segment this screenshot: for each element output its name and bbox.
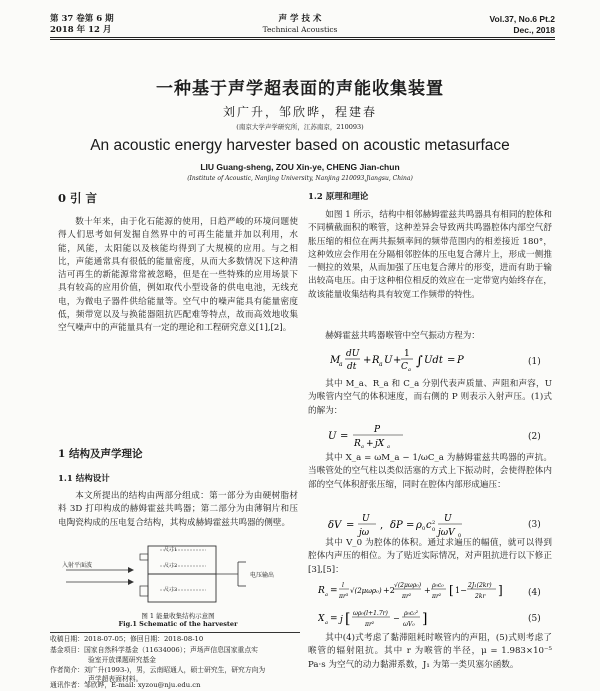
authors-cn: 刘广升，邹欣晔，程建春	[222, 105, 377, 119]
svg-text:0: 0	[458, 533, 462, 539]
svg-text:1−: 1−	[455, 586, 467, 595]
svg-text:2kr: 2kr	[475, 593, 486, 600]
journal-date: 2018 年 12 月	[50, 25, 112, 35]
affiliation-en: (Institute of Acoustic, Nanjing University, Nanjing 210093,Jiangsu, China)	[187, 175, 413, 182]
svg-text:dt: dt	[347, 362, 357, 372]
svg-text:=: =	[406, 520, 415, 531]
svg-text:c: c	[426, 520, 432, 531]
svg-text:2J₁(2kr): 2J₁(2kr)	[468, 582, 492, 589]
equation-2	[328, 422, 488, 450]
equation-3	[328, 510, 508, 540]
svg-text:]: ]	[498, 583, 503, 597]
paper-title-en: An acoustic energy harvester based on acoustic metasurface	[90, 137, 510, 154]
svg-text:πr²: πr²	[402, 593, 412, 600]
equation-1-explanation: 其中 M_a、R_a 和 C_a 分别代表声质量、声阻和声容，U 为喉管内空气的体积速度，而右侧的 P 则表示入射声压。(1)式的解为：	[308, 379, 552, 416]
svg-text:U: U	[444, 514, 452, 524]
svg-text:[: [	[449, 583, 454, 597]
svg-text:0: 0	[432, 527, 436, 533]
svg-text:Udt: Udt	[424, 355, 443, 366]
equation-intro: 赫姆霍兹共鸣器喉管中空气振动方程为：	[325, 331, 480, 341]
svg-text:jω: jω	[359, 528, 370, 538]
svg-text:1: 1	[404, 349, 410, 359]
svg-text:=: =	[330, 614, 338, 624]
intro-paragraph: 数十年来，由于化石能源的使用，日趋严峻的环境问题使得人们思考如何发掘自然界中的可再生能量并加以利用，水能，风能，太阳能以及核能均得到了大规模的应用。与之相比，声能通常具有很低的能量密度，从而大多数情况下这种清洁可再生的新能源常常被忽略，但是在一些特殊的应用场景下具有较高的应用价值，例如取代小型设备的供电电池，无线充电，为微电子器件供给能量等。空气中的噪声能具有能量密度低，频带宽以及与换能器阻抗匹配难等特点，故而高效地收集空气噪声中的声能量具有一定的理论和工程研究意义[1],[2]。	[58, 217, 298, 334]
svg-text:U: U	[362, 514, 370, 524]
dimension-1-label: 尺寸1	[164, 547, 178, 553]
equation-4-number: (4)	[528, 588, 541, 598]
section-1-heading: 1 结构及声学理论	[58, 448, 143, 460]
svg-text:M: M	[330, 355, 341, 366]
svg-text:ρ: ρ	[416, 520, 422, 531]
figure-1	[60, 540, 296, 610]
svg-text:=: =	[340, 431, 349, 442]
equation-3-explanation: 其中 V_0 为腔体的体积。通过求遍压的幅值，就可以得到腔体内声压的相位。为了贴近实际情况，对声阻抗进行以下修正[3],[5]：	[308, 538, 552, 575]
svg-text:l: l	[342, 582, 344, 589]
figure-1-caption-cn: 图 1 能量收集结构示意图	[141, 612, 215, 620]
fund-line-1: 基金项目：国家自然科学基金（11634006）；声场声信息国家重点实	[50, 646, 258, 654]
figure-1-caption-en: Fig.1 Schematic of the harvester	[118, 620, 238, 628]
svg-text:[: [	[345, 611, 351, 627]
svg-text:P: P	[457, 355, 464, 366]
svg-text:jX: jX	[375, 439, 385, 449]
svg-text:πr²: πr²	[365, 621, 375, 628]
design-paragraph: 本文所提出的结构由两部分组成：第一部分为由硬树脂材料 3D 打印构成的赫姆霍兹共鸣器；第二部分为由薄铜片和压电陶瓷构成的压电复合结构，其构成赫姆霍兹共鸣器的侧壁。	[58, 491, 298, 528]
footnote-rule	[50, 632, 300, 633]
svg-text:=: =	[447, 355, 456, 366]
svg-text:2: 2	[432, 520, 436, 526]
svg-text:a: a	[408, 367, 411, 373]
svg-text:jωV: jωV	[438, 528, 455, 538]
dimension-2-label: 尺寸2	[164, 563, 178, 569]
svg-text:a: a	[361, 444, 364, 450]
svg-text:a: a	[325, 592, 328, 598]
header-rule-2	[50, 39, 555, 40]
svg-text:a: a	[339, 361, 343, 368]
author-bio-2: 声学超表面材料。	[88, 675, 143, 683]
svg-text:ρ₀c₀: ρ₀c₀	[432, 582, 444, 589]
svg-text:+: +	[424, 586, 431, 595]
svg-text:=: =	[330, 586, 338, 596]
journal-name-cn: 声 学 技 术	[278, 14, 322, 24]
svg-text:ωV₀: ωV₀	[403, 621, 415, 628]
svg-text:√(2μωρ₀): √(2μωρ₀)	[394, 582, 422, 589]
svg-text:a: a	[387, 444, 390, 450]
svg-text:∫: ∫	[416, 354, 423, 369]
svg-text:πr²: πr²	[432, 593, 442, 600]
paper-title-cn: 一种基于声学超表面的声能收集装置	[156, 79, 444, 99]
svg-text:X: X	[318, 614, 325, 624]
svg-text:R: R	[372, 355, 380, 366]
svg-text:]: ]	[422, 611, 428, 627]
svg-text:δV: δV	[328, 520, 342, 531]
equation-5	[318, 606, 528, 632]
principle-paragraph: 如图 1 所示，结构中相邻赫姆霍兹共鸣器具有相同的腔体和不同横截面积的喉管，这种差异会导致两共鸣器腔体内部空气舒胀压缩的相位在两共振频率间的频带范围内的相差接近 180°，这种效应会作用在分隔相邻腔体的压电复合薄片上，形成一侧推一侧拉的效果，从而加强了压电复合薄片的形变，进而有助于输出较高电压。由于这种相位相反的效应在一定带宽内始终存在，故该能量收集结构具有较宽工作频带的特性。	[308, 210, 552, 300]
svg-text:P: P	[374, 425, 381, 435]
svg-text:+: +	[393, 355, 402, 366]
svg-text:j: j	[340, 615, 343, 625]
dimension-3-label: 尺寸3	[164, 587, 178, 593]
authors-en: LIU Guang-sheng, ZOU Xin-ye, CHENG Jian-chun	[200, 162, 400, 172]
equation-5-number: (5)	[528, 614, 541, 624]
svg-text:+: +	[366, 439, 374, 449]
equation-4	[318, 578, 528, 604]
svg-text:+2: +2	[383, 586, 395, 595]
svg-text:−: −	[393, 614, 400, 623]
svg-text:πr³: πr³	[339, 593, 349, 600]
journal-name-en: Technical Acoustics	[262, 25, 338, 34]
equation-1	[330, 346, 530, 374]
svg-text:ωρ₀(l+1.7r): ωρ₀(l+1.7r)	[353, 610, 388, 617]
equation-1-number: (1)	[528, 357, 541, 367]
journal-volume: 第 37 卷第 6 期	[50, 14, 114, 24]
header-rule	[50, 37, 555, 38]
corresponding-author: 通讯作者：邹欣晔，E-mail: xyzou@nju.edu.cn	[50, 681, 201, 689]
journal-date-en: Dec., 2018	[513, 25, 555, 35]
author-bio-1: 作者简介：刘广升(1993-)，男，云南昭通人，硕士研究生，研究方向为	[50, 666, 266, 674]
svg-text:U: U	[384, 355, 393, 366]
equation-2-number: (2)	[528, 432, 541, 442]
svg-text:C: C	[401, 362, 408, 372]
affiliation-cn: (南京大学声学研究所，江苏南京，210093)	[236, 123, 364, 131]
section-1-1-heading: 1.1 结构设计	[58, 474, 110, 484]
svg-text:0: 0	[422, 526, 426, 532]
svg-text:ρ₀c₀²: ρ₀c₀²	[404, 610, 419, 617]
received-date: 收稿日期：2018-07-05；修回日期：2018-08-10	[50, 635, 204, 643]
equation-3-number: (3)	[528, 520, 541, 530]
section-0-heading: 0 引 言	[58, 191, 98, 205]
voltage-output-label: 电压输出	[250, 572, 275, 579]
svg-text:a: a	[325, 620, 328, 626]
svg-text:=: =	[346, 520, 355, 531]
svg-text:a: a	[379, 361, 383, 368]
equation-5-explanation: 其中(4)式考虑了黏滞阻耗时喉管内的声阻，(5)式则考虑了喉管的辐射阻抗。其中 r 为喉管的半径，μ = 1.983×10⁻⁵ Pa·s 为空气的动力黏滞系数，J₁ 为第一类贝塞尔函数。	[308, 633, 552, 670]
svg-text:R: R	[318, 586, 325, 596]
svg-text:+: +	[363, 355, 372, 366]
svg-text:R: R	[354, 439, 361, 449]
incident-wave-label: 入射平面波	[62, 562, 93, 569]
journal-volume-en: Vol.37, No.6 Pt.2	[489, 14, 555, 24]
section-1-2-heading: 1.2 原理和理论	[308, 192, 369, 202]
svg-text:√(2μωρ₀): √(2μωρ₀)	[350, 587, 382, 595]
fund-line-2: 验室开放课题研究基金	[88, 656, 156, 664]
svg-text:dU: dU	[346, 349, 360, 359]
svg-text:U: U	[328, 431, 337, 442]
svg-text:δP: δP	[390, 520, 403, 531]
equation-2-explanation: 其中 X_a = ωM_a − 1/ωC_a 为赫姆霍兹共鸣器的声抗。当喉管处的空气柱以类似活塞的方式上下振动时，会使得腔体内部的空气体积舒张压缩，同时在腔体内部形成遍压：	[308, 453, 552, 490]
svg-text:,: ,	[380, 520, 384, 531]
